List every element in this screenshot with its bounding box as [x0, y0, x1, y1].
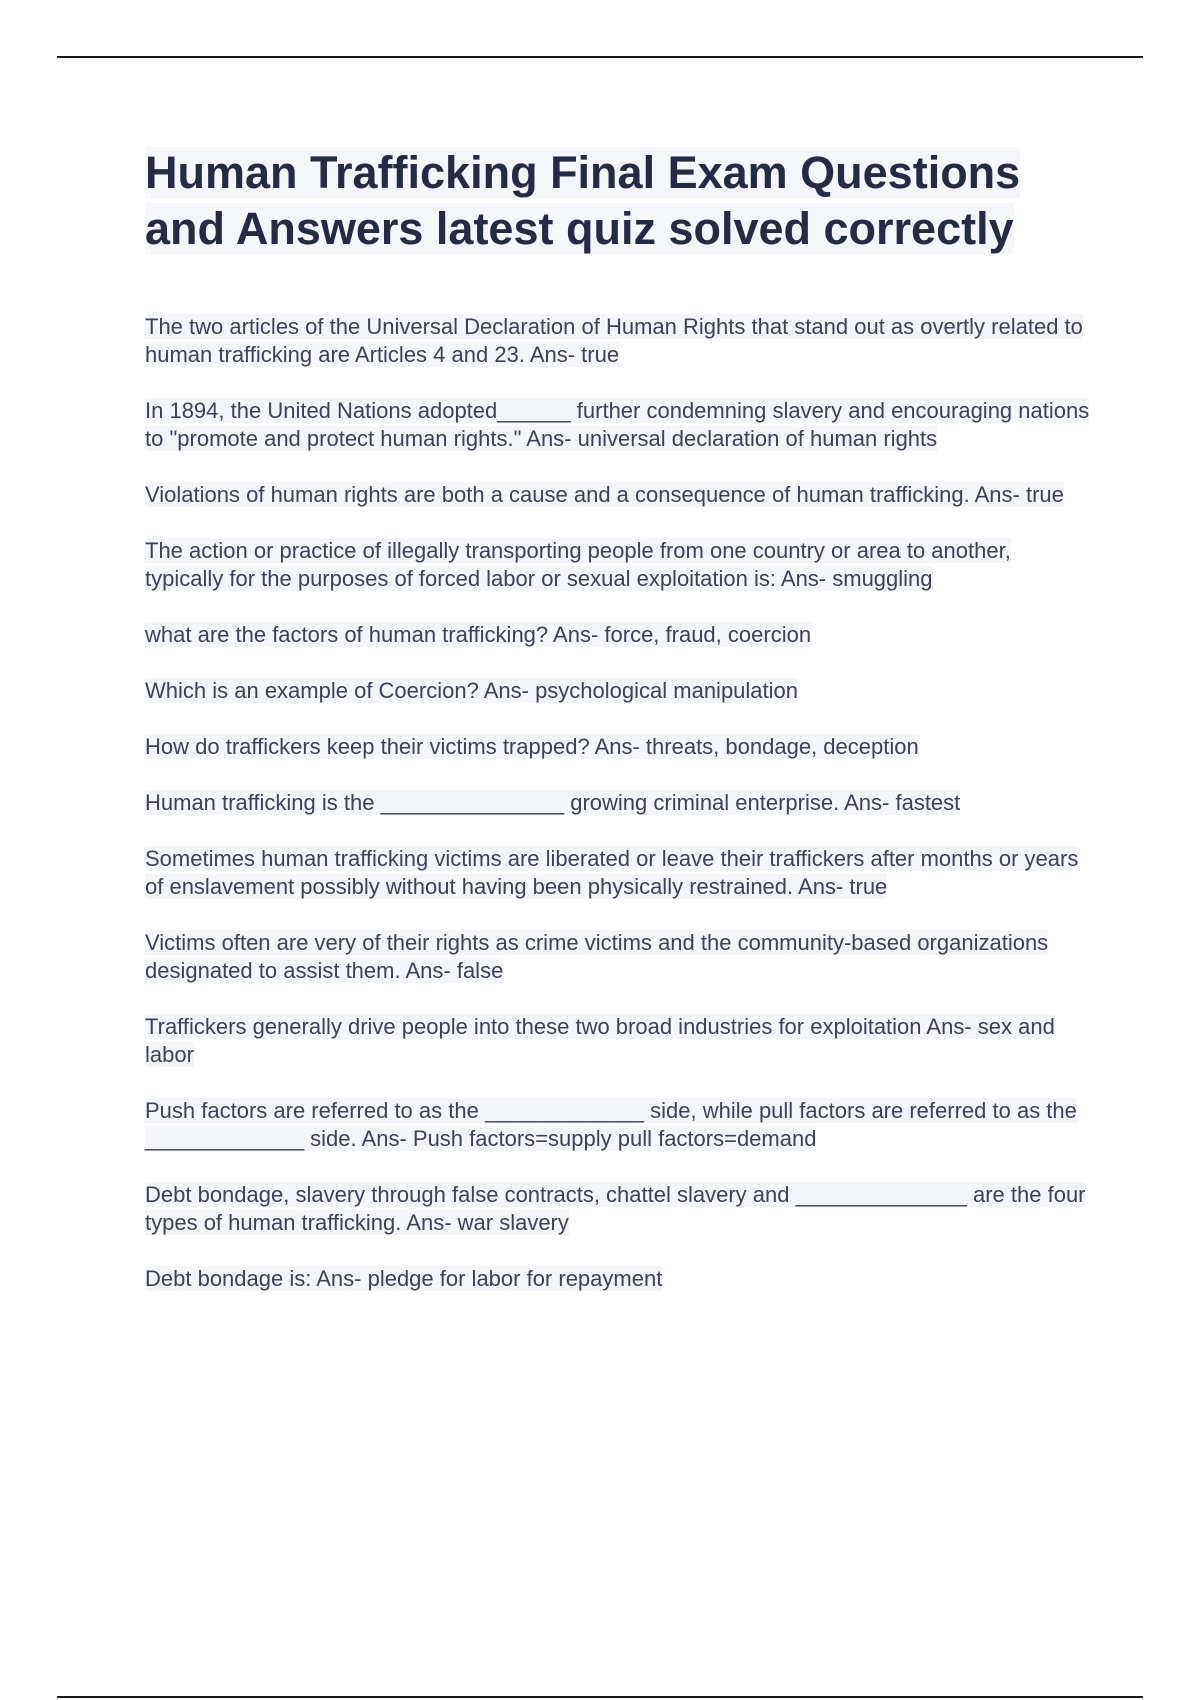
qa-item: Victims often are very of their rights as crime victims and the community-based organizations designated to assist them. Ans- false [145, 930, 1049, 983]
qa-item: Debt bondage, slavery through false contracts, chattel slavery and ______________ are the four types of human trafficking. Ans- war slavery [145, 1182, 1086, 1235]
qa-item: Which is an example of Coercion? Ans- psychological manipulation [145, 678, 799, 703]
qa-item: what are the factors of human trafficking? Ans- force, fraud, coercion [145, 622, 812, 647]
qa-list [145, 313, 1090, 1293]
qa-item: Push factors are referred to as the _____________ side, while pull factors are referred to as the _____________ side. Ans- Push factors=supply pull factors=demand [145, 1098, 1077, 1151]
qa-item: The action or practice of illegally transporting people from one country or area to another, typically for the purposes of forced labor or sexual exploitation is: Ans- smuggling [145, 538, 1011, 591]
document-title [145, 145, 1090, 257]
top-rule [57, 56, 1143, 58]
qa-item: Violations of human rights are both a cause and a consequence of human trafficking. Ans- true [145, 482, 1064, 507]
qa-item: Debt bondage is: Ans- pledge for labor for repayment [145, 1266, 663, 1291]
qa-item: Traffickers generally drive people into these two broad industries for exploitation Ans- sex and labor [145, 1014, 1055, 1067]
qa-item: How do traffickers keep their victims trapped? Ans- threats, bondage, deception [145, 734, 919, 759]
qa-item: Human trafficking is the _______________ growing criminal enterprise. Ans- fastest [145, 790, 961, 815]
document-body [145, 145, 1090, 1321]
qa-item: In 1894, the United Nations adopted______ further condemning slavery and encouraging nations to "promote and protect human rights." Ans- universal declaration of human rights [145, 398, 1090, 451]
title-line-1: Human Trafficking Final Exam Questions [145, 147, 1021, 198]
qa-item: The two articles of the Universal Declaration of Human Rights that stand out as overtly related to human trafficking are Articles 4 and 23. Ans- true [145, 314, 1083, 367]
qa-item: Sometimes human trafficking victims are liberated or leave their traffickers after months or years of enslavement possibly without having been physically restrained. Ans- true [145, 846, 1079, 899]
title-line-2: and Answers latest quiz solved correctly [145, 203, 1014, 254]
bottom-rule [57, 1696, 1143, 1698]
